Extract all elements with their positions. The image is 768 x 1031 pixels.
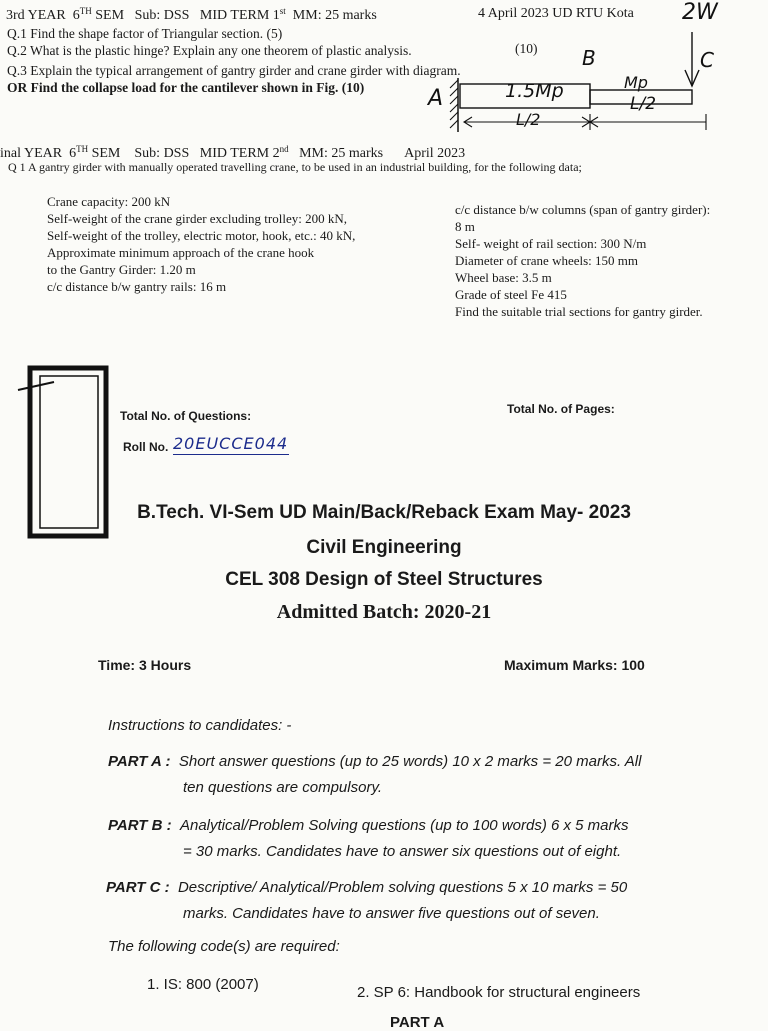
midterm1-date: 4 April 2023 UD RTU Kota	[478, 6, 634, 21]
exam-max-marks: Maximum Marks: 100	[504, 657, 645, 673]
part-a-line1: Short answer questions (up to 25 words) 10 x 2 marks = 20 marks. All	[178, 753, 642, 770]
data-item: 8 m	[455, 219, 475, 234]
code-1: 1. IS: 800 (2007)	[147, 976, 259, 993]
midterm1-or-question: OR Find the collapse load for the cantilever shown in Fig. (10)	[7, 80, 365, 95]
exam-time: Time: 3 Hours	[98, 657, 192, 673]
figure-right-moment: Mp	[624, 73, 648, 92]
midterm2-year: inal YEAR	[0, 146, 63, 161]
part-c-line1: Descriptive/ Analytical/Problem solving questions 5 x 10 marks = 50	[177, 879, 628, 896]
part-a-footer-heading: PART A	[390, 1014, 445, 1031]
figure-label-a: A	[428, 86, 444, 111]
midterm2-subject: Sub: DSS	[134, 146, 190, 161]
roll-number-field	[173, 434, 289, 455]
fixed-support-hatch	[450, 80, 458, 128]
midterm2-max-marks: MM: 25 marks	[299, 146, 384, 161]
total-questions-label: Total No. of Questions:	[120, 409, 252, 423]
data-item: Find the suitable trial sections for gantry girder.	[455, 304, 703, 319]
midterm1-year: 3rd YEAR	[6, 8, 66, 23]
part-c-instruction	[106, 879, 627, 896]
total-pages-label: Total No. of Pages:	[507, 402, 615, 416]
part-a-label: PART A :	[108, 753, 171, 770]
data-item: Self- weight of rail section: 300 N/m	[455, 236, 647, 251]
data-item: to the Gantry Girder: 1.20 m	[47, 262, 196, 277]
part-a-instruction	[108, 753, 641, 770]
part-c-line2: marks. Candidates have to answer five questions out of seven.	[183, 905, 600, 922]
midterm2-sem: 6TH SEM	[69, 144, 121, 161]
figure-left-length: L/2	[516, 110, 541, 129]
midterm1-q3: Q.3 Explain the typical arrangement of gantry girder and crane girder with diagram.	[7, 63, 461, 78]
midterm1-sem: 6TH SEM	[72, 6, 125, 23]
midterm2-q1: Q 1 A gantry girder with manually operated travelling crane, to be used in an industrial building, for the following data;	[8, 160, 582, 174]
codes-heading: The following code(s) are required:	[108, 938, 340, 955]
data-item: c/c distance b/w gantry rails: 16 m	[47, 279, 227, 294]
data-item: Grade of steel Fe 415	[455, 287, 567, 302]
midterm2-right-data	[455, 201, 710, 320]
figure-left-moment: 1.5Mp	[505, 80, 564, 102]
midterm1-term: MID TERM 1st	[199, 6, 286, 23]
midterm1-q1: Q.1 Find the shape factor of Triangular section. (5)	[7, 26, 283, 41]
exam-course: CEL 308 Design of Steel Structures	[225, 569, 543, 590]
midterm1-header	[6, 6, 377, 24]
figure-load-label: 2W	[682, 0, 718, 25]
midterm1-q2: Q.2 What is the plastic hinge? Explain any one theorem of plastic analysis.	[7, 43, 412, 58]
part-b-label: PART B :	[108, 817, 172, 834]
midterm2-date: April 2023	[404, 146, 466, 161]
figure-label-b: B	[582, 46, 596, 70]
data-item: Wheel base: 3.5 m	[455, 270, 552, 285]
instructions-heading: Instructions to candidates: -	[108, 717, 292, 734]
data-item: Diameter of crane wheels: 150 mm	[455, 253, 639, 268]
data-item: Self-weight of the trolley, electric motor, hook, etc.: 40 kN,	[47, 228, 356, 243]
data-item: Approximate minimum approach of the crane hook	[47, 245, 315, 260]
roll-number-value: 20EUCCE044	[173, 434, 289, 453]
data-item: c/c distance b/w columns (span of gantry girder):	[455, 202, 711, 217]
figure-right-length: L/2	[630, 94, 657, 114]
midterm1-max-marks: MM: 25 marks	[292, 8, 377, 23]
midterm2-term: MID TERM 2nd	[199, 144, 289, 161]
part-b-instruction	[108, 817, 629, 834]
code-2: 2. SP 6: Handbook for structural engineers	[357, 984, 641, 1001]
roll-number-label: Roll No.	[123, 440, 169, 454]
midterm2-left-data	[47, 193, 355, 295]
part-c-label: PART C :	[106, 879, 170, 896]
midterm1-q2-marks: (10)	[515, 41, 538, 56]
exam-title: B.Tech. VI-Sem UD Main/Back/Reback Exam May- 2023	[137, 502, 631, 523]
exam-branch: Civil Engineering	[306, 537, 462, 558]
part-b-line2: = 30 marks. Candidates have to answer six questions out of eight.	[183, 843, 622, 860]
figure-label-c: C	[700, 48, 714, 72]
data-item: Crane capacity: 200 kN	[47, 194, 171, 209]
exam-batch: Admitted Batch: 2020-21	[276, 601, 492, 623]
data-item: Self-weight of the crane girder excluding trolley: 200 kN,	[47, 211, 347, 226]
midterm1-subject: Sub: DSS	[134, 8, 190, 23]
part-a-line2: ten questions are compulsory.	[183, 779, 382, 796]
part-b-line1: Analytical/Problem Solving questions (up to 100 words) 6 x 5 marks	[179, 817, 629, 834]
